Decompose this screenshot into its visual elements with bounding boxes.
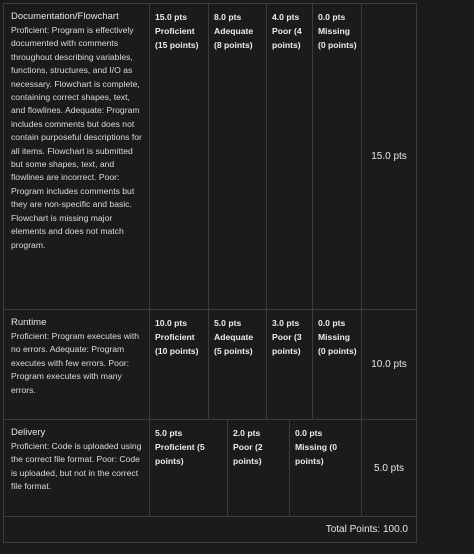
rating-points: 5.0 pts <box>214 318 242 328</box>
criterion-score: 5.0 pts <box>373 462 405 474</box>
rating-label: Adequate (8 points) <box>214 26 254 50</box>
rating-points: 10.0 pts <box>155 318 188 328</box>
rating-cell[interactable] <box>267 4 313 309</box>
rating-points: 2.0 pts <box>233 428 261 438</box>
criterion-cell <box>4 420 150 516</box>
rating-label: Adequate (5 points) <box>214 332 254 356</box>
rating-cell[interactable] <box>150 420 228 516</box>
criterion-description: Proficient: Program is effectively documented with comments throughout describing variables, functions, structures, and I/O as necessary. Flowchart is complete, containing correct shapes, text, and flowlines. Adequate: Program includes comments but does not contain purposeful descriptions for all items. Flowchart is submitted but some shapes, text, and flowlines are incorrect. Poor: Program includes comments but they are non-specific and basic. Flowchart is missing major elements and does not match program. <box>11 25 142 250</box>
rating-cell[interactable] <box>267 310 313 419</box>
rating-label: Missing (0 points) <box>318 332 357 356</box>
criterion-cell <box>4 4 150 309</box>
rating-points: 3.0 pts <box>272 318 300 328</box>
rating-points: 4.0 pts <box>272 12 300 22</box>
rating-label: Proficient (15 points) <box>155 26 199 50</box>
rating-label: Poor (2 points) <box>233 442 263 466</box>
criterion-title: Delivery <box>11 427 46 438</box>
rating-cell[interactable] <box>150 4 209 309</box>
rating-cell[interactable] <box>313 4 362 309</box>
rating-cell[interactable] <box>228 420 290 516</box>
rating-cell[interactable] <box>209 310 267 419</box>
criterion-description: Proficient: Program executes with no errors. Adequate: Program executes with few errors. Poor: Program executes with many errors. <box>11 331 140 395</box>
rubric-row-documentation <box>4 4 416 310</box>
rating-points: 8.0 pts <box>214 12 242 22</box>
criterion-title: Runtime <box>11 317 47 328</box>
criterion-score: 15.0 pts <box>371 151 407 162</box>
rating-label: Missing (0 points) <box>295 442 338 466</box>
rating-label: Proficient (5 points) <box>155 442 205 466</box>
rating-label: Poor (4 points) <box>272 26 302 50</box>
rating-points: 15.0 pts <box>155 12 188 22</box>
total-points: Total Points: 100.0 <box>325 523 408 535</box>
rubric-row-delivery <box>4 420 416 517</box>
criterion-description: Proficient: Code is uploaded using the correct file format. Poor: Code is uploaded, but not in the correct file format. <box>11 441 142 492</box>
rubric-row-runtime <box>4 310 416 420</box>
rubric-table <box>3 3 417 543</box>
rating-cell[interactable] <box>290 420 362 516</box>
rating-cell[interactable] <box>209 4 267 309</box>
rating-label: Proficient (10 points) <box>155 332 199 356</box>
rating-points: 5.0 pts <box>155 428 183 438</box>
rating-points: 0.0 pts <box>318 318 346 328</box>
rating-cell[interactable] <box>313 310 362 419</box>
rating-cell[interactable] <box>150 310 209 419</box>
rating-label: Poor (3 points) <box>272 332 302 356</box>
rating-label: Missing (0 points) <box>318 26 357 50</box>
rating-points: 0.0 pts <box>295 428 323 438</box>
rating-points: 0.0 pts <box>318 12 346 22</box>
criterion-score: 10.0 pts <box>371 359 407 370</box>
criterion-cell <box>4 310 150 419</box>
criterion-title: Documentation/Flowchart <box>11 11 119 22</box>
